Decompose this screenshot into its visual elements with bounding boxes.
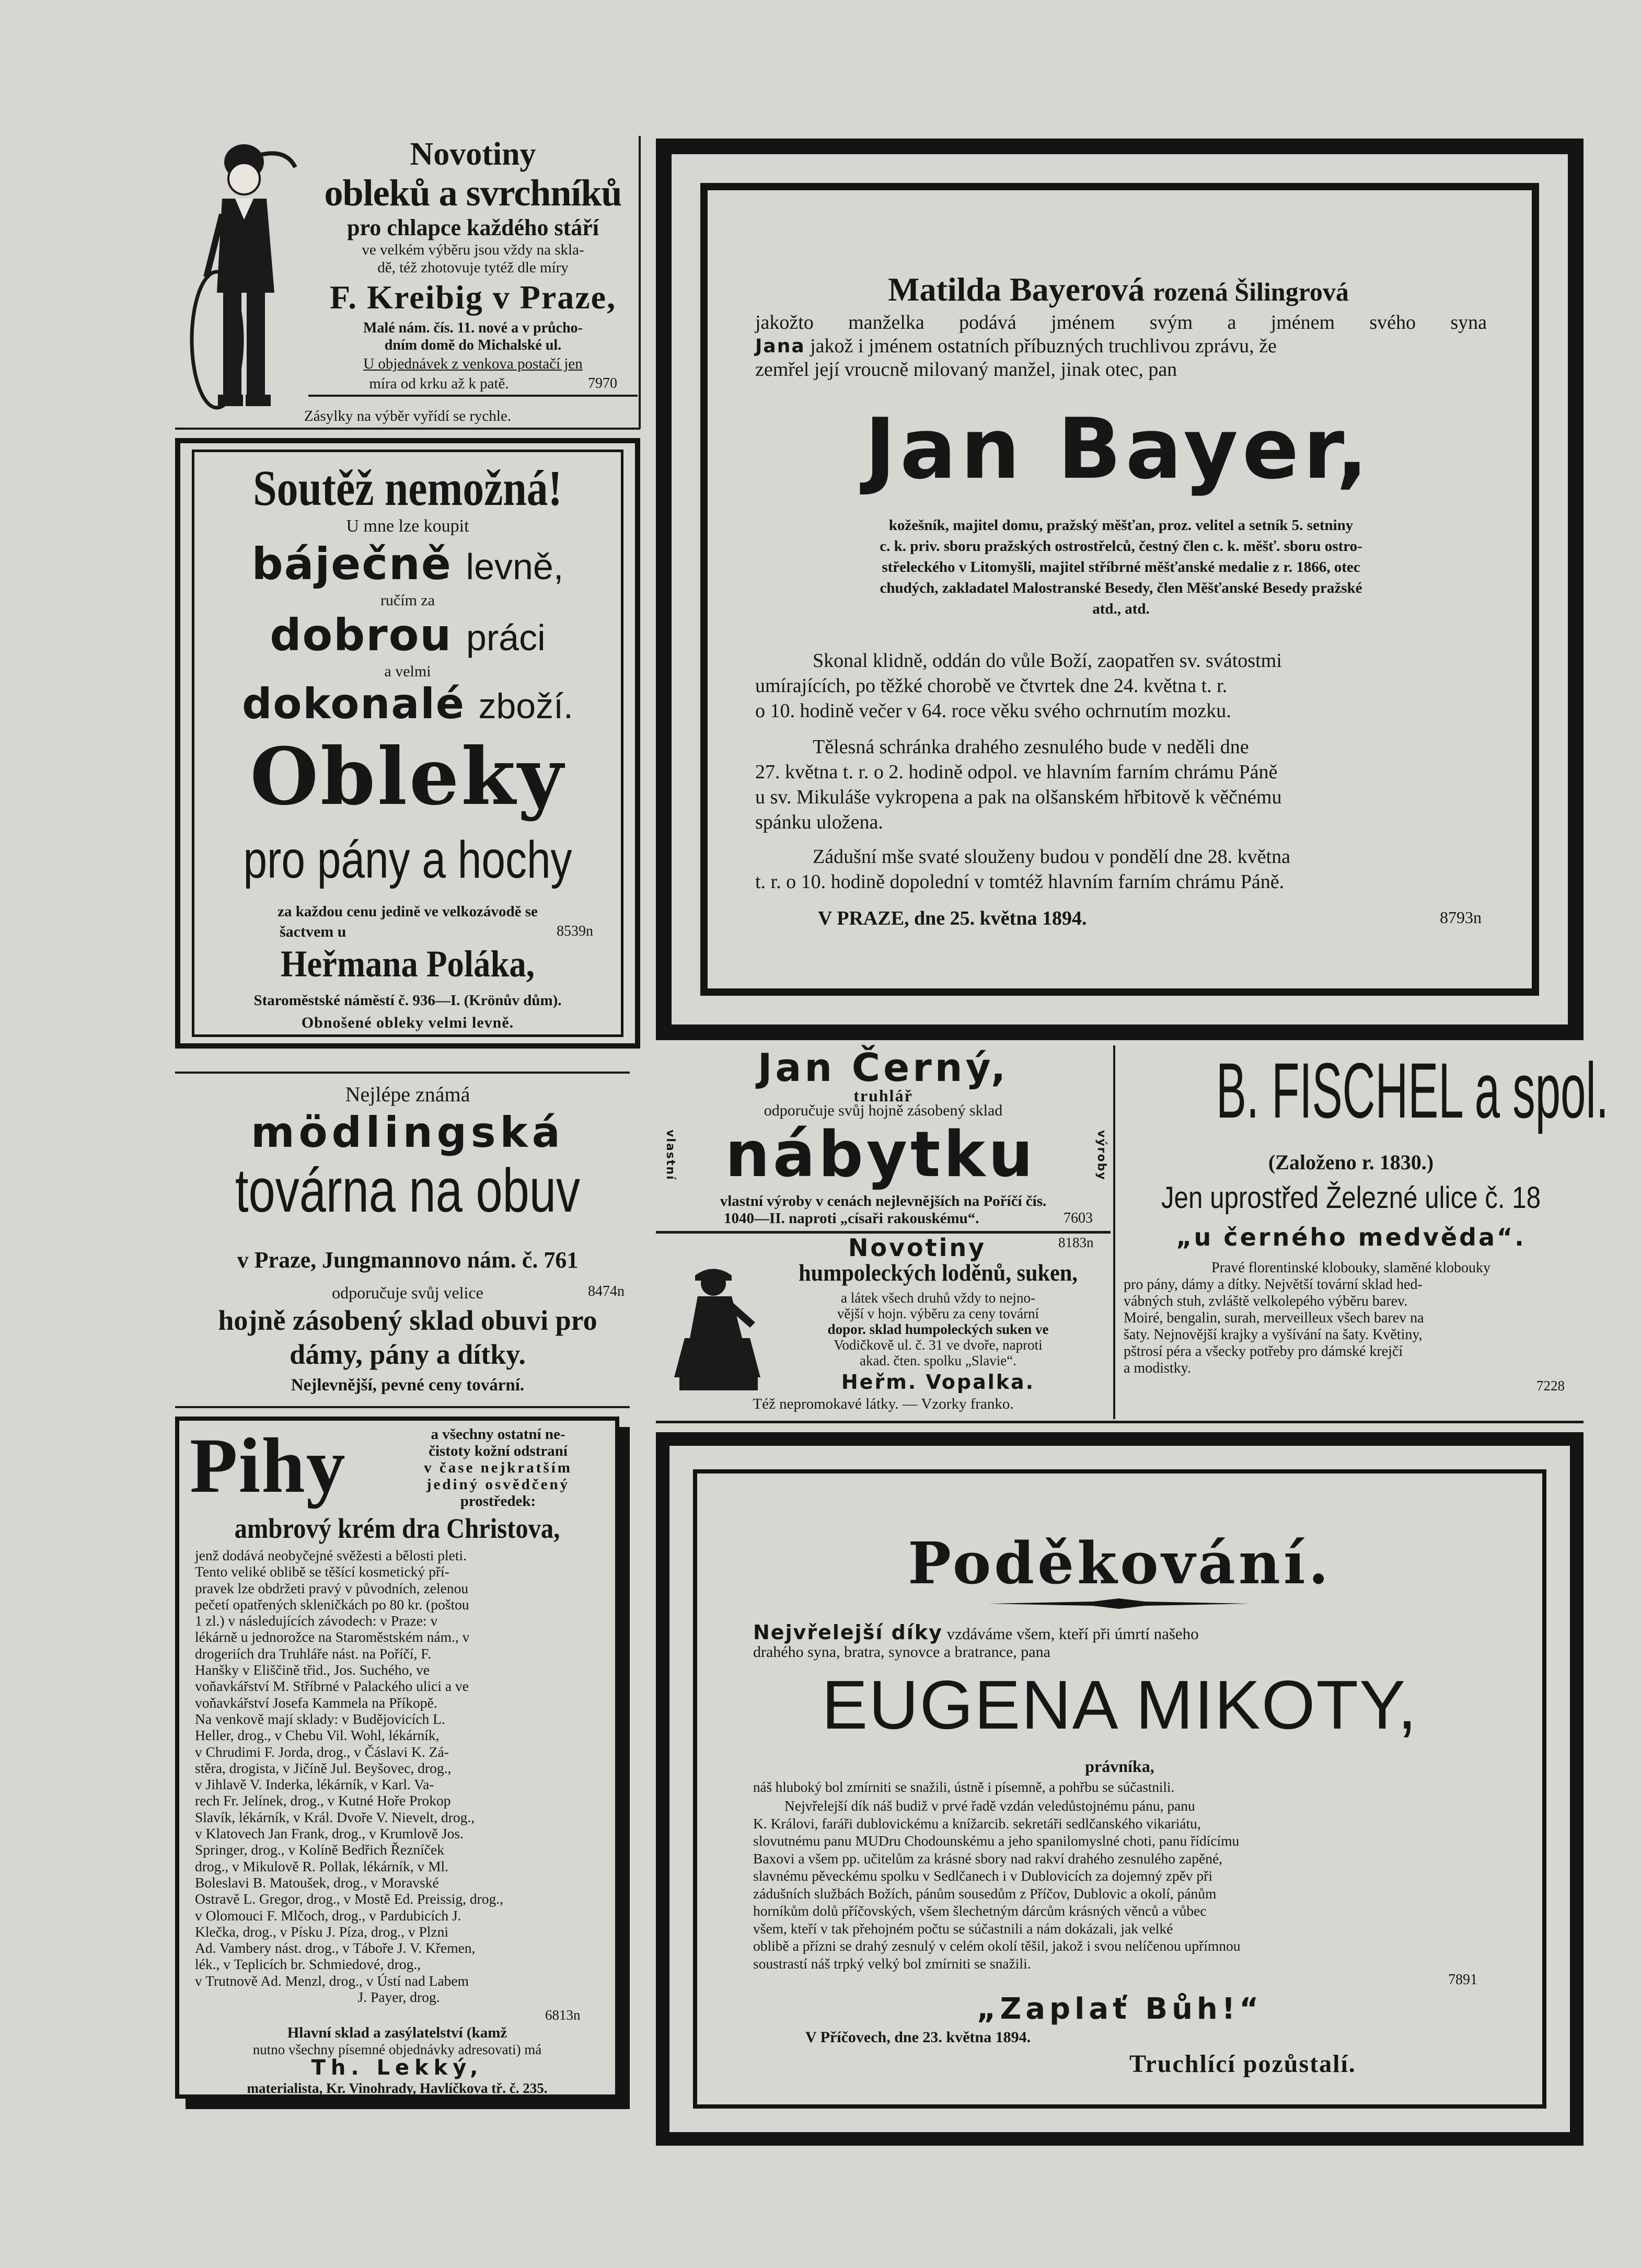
obit-p2-0: Tělesná schránka drahého zesnulého bude v neděli dne bbox=[813, 736, 1249, 758]
soutez-l3: ručím za bbox=[380, 592, 435, 609]
modling-l7: dámy, pány a dítky. bbox=[290, 1339, 526, 1370]
cerny-l2: vlastní výroby v cenách nejlevnějších na Poříčí čís. bbox=[720, 1193, 1047, 1210]
soutez-dobrou: dobrou bbox=[270, 609, 453, 661]
soutez-l2 bbox=[180, 538, 635, 590]
thanks-notice bbox=[656, 1432, 1584, 2146]
ad-novotiny bbox=[175, 125, 640, 429]
modling-l3: továrna na obuv bbox=[235, 1156, 581, 1225]
vopalka-sub: humpoleckých loděnů, suken, bbox=[799, 1259, 1078, 1286]
soutez-foot: Obnošené obleky velmi levně. bbox=[301, 1014, 514, 1031]
thanks-body-6: horníkům dolů příčovských, všem šlechetným dárcům krásných věnců a vůbec bbox=[753, 1903, 1207, 1919]
obit-title-1: c. k. priv. sboru pražských ostrostřelců, čestný člen c. k. měšť. sboru ostro- bbox=[880, 538, 1362, 555]
pihy-body-22: v Olomouci F. Mlčoch, drog., v Pardubicích J. bbox=[195, 1907, 461, 1924]
pihy-title: ambrový krém dra Christova, bbox=[234, 1513, 560, 1544]
modling-l1: Nejlépe známá bbox=[345, 1083, 470, 1106]
obit-l3 bbox=[755, 335, 1487, 358]
obit-l1 bbox=[711, 270, 1526, 309]
soutez-praci: práci bbox=[466, 617, 546, 658]
obit-name: Jan Bayer, bbox=[864, 400, 1372, 498]
soutez-l7: za každou cenu jedině ve velkozávodě se bbox=[278, 903, 538, 920]
pihy-body-27: J. Payer, drog. bbox=[357, 1989, 440, 2006]
obit-titles bbox=[755, 515, 1487, 619]
obit-title-0: kožešník, majitel domu, pražský měšťan, proz. velitel a setník 5. setniny bbox=[888, 517, 1354, 534]
thanks-l2: drahého syna, bratra, synovce a bratrance, pana bbox=[753, 1643, 1050, 1661]
obit-p1-2: o 10. hodině večer v 64. roce věku svého ochrnutím mozku. bbox=[755, 700, 1231, 722]
fischel-body bbox=[1124, 1260, 1578, 1377]
soutez-l1: U mne lze koupit bbox=[346, 516, 469, 536]
soutez-code: 8539n bbox=[557, 923, 593, 939]
fischel-est: (Založeno r. 1830.) bbox=[1268, 1150, 1434, 1174]
obit-p1-0: Skonal klidně, oddán do vůle Boží, zaopatřen sv. svátostmi bbox=[813, 650, 1282, 672]
obit-p2-2: u sv. Mikuláše vykropena a pak na olšanském hřbitově k věčnému bbox=[755, 786, 1282, 808]
soutez-levne: levně, bbox=[466, 546, 564, 587]
pihy-side-4: prostředek: bbox=[460, 1493, 536, 1510]
thanks-title: Poděkování. bbox=[908, 1529, 1332, 1597]
pihy-side bbox=[388, 1426, 608, 1510]
thanks-body-2: slovutnému panu MUDru Chodounskému a jeho spanilomyslné choti, panu řídícímu bbox=[753, 1833, 1240, 1849]
thanks-body-8: oblibě a přízni se drahý zesnulý v celém okolí těšil, jakož i svou nelíčenou upřímnou bbox=[753, 1938, 1241, 1954]
modling-l6: hojně zásobený sklad obuvi pro bbox=[218, 1305, 597, 1336]
fischel-body-2: vábných stuh, zvláště velkolepého výběru barev. bbox=[1124, 1293, 1408, 1309]
ad-pihy bbox=[175, 1417, 619, 2099]
cerny-side-right: výroby bbox=[1095, 1130, 1108, 1181]
pihy-body-16: Slavík, lékárník, v Král. Dvoře V. Nievelt, drog., bbox=[195, 1809, 475, 1825]
soutez-l4 bbox=[180, 609, 635, 661]
thanks-l1a: Nejvřelejší díky bbox=[753, 1621, 943, 1644]
novotiny-addr4: míra od krku až k patě. bbox=[369, 375, 509, 392]
pihy-side-3: jediný osvědčený bbox=[426, 1476, 570, 1493]
obit-title-2: střeleckého v Litomyšli, majitel stříbrné měšťanské medalie z r. 1866, otec bbox=[882, 559, 1360, 575]
pihy-body-18: Springer, drog., v Kolíně Bedřich Řezníček bbox=[195, 1841, 444, 1858]
pihy-body-8: voňavkářství M. Stříbrné v Palackého ulici a ve bbox=[195, 1678, 469, 1695]
pihy-foot4: materialista, Kr. Vinohrady, Havlíčkova tř. č. 235. bbox=[247, 2080, 548, 2096]
woman-seated-illustration bbox=[664, 1265, 768, 1396]
ad-vopalka bbox=[656, 1234, 1111, 1414]
fischel-name: B. FISCHEL a spol. bbox=[1216, 1046, 1609, 1134]
novotiny-line3: dě, též zhotovuje tytéž dle míry bbox=[377, 259, 569, 276]
thanks-name: EUGENA MIKOTY, bbox=[822, 1666, 1418, 1743]
pihy-body-4: 1 zl.) v následujících závodech: v Praze: v bbox=[195, 1613, 438, 1629]
soutez-l8: šactvem u bbox=[280, 923, 346, 940]
pihy-body-6: drogeriích dra Truhláře nást. na Poříčí, F. bbox=[195, 1645, 432, 1662]
thanks-date: V Příčovech, dne 23. května 1894. bbox=[805, 2029, 1031, 2046]
obit-p2 bbox=[755, 734, 1487, 835]
pihy-foot3: Th. Lekký, bbox=[311, 2056, 483, 2080]
thanks-body-9: soustrastí náš trpký velký bol zmírniti se snažili. bbox=[753, 1955, 1031, 1972]
column-divider bbox=[639, 136, 641, 429]
pihy-body-17: v Klatovech Jan Frank, drog., v Krumlově Jos. bbox=[195, 1825, 464, 1842]
obit-nee: rozená Šilingrová bbox=[1153, 277, 1349, 306]
soutez-l5: a velmi bbox=[384, 663, 431, 680]
obit-p3-0: Zádušní mše svaté slouženy budou v pondělí dne 28. května bbox=[813, 846, 1290, 868]
vopalka-body-1: vější v hojn. výběru za ceny tovární bbox=[837, 1306, 1039, 1321]
pihy-body-23: Klečka, drog., v Písku J. Píza, drog., v Plzni bbox=[195, 1923, 449, 1940]
thanks-motto: „Zaplať Bůh!“ bbox=[976, 1992, 1263, 2026]
vopalka-foot: Též nepromokavé látky. — Vzorky franko. bbox=[753, 1396, 1014, 1412]
obit-p1-1: umírajících, po těžké chorobě ve čtvrtek dne 24. května t. r. bbox=[755, 675, 1228, 697]
pihy-body-7: Hanšky v Eliščině třid., Jos. Suchého, ve bbox=[195, 1662, 430, 1678]
obit-jana: Jana bbox=[755, 336, 805, 357]
thanks-l1b: vzdáváme všem, kteří při úmrtí našeho bbox=[946, 1625, 1199, 1643]
pihy-foot1: Hlavní sklad a zasýlatelství (kamž bbox=[287, 2024, 507, 2041]
obit-p3 bbox=[755, 844, 1487, 894]
soutez-sub: pro pány a hochy bbox=[243, 831, 572, 889]
pihy-body-12: v Chrudimi F. Jorda, drog., v Čáslavi K. Zá- bbox=[195, 1743, 449, 1760]
thanks-body-1: K. Královi, faráři dublovickému a knížarcib. sekretáři sedlčanského vikariátu, bbox=[753, 1815, 1201, 1832]
pihy-side-1: čistoty kožní odstraní bbox=[429, 1443, 568, 1459]
vopalka-code: 8183n bbox=[1058, 1235, 1094, 1250]
pihy-body-11: Heller, drog., v Chebu Vil. Wohl, lékárník, bbox=[195, 1727, 440, 1744]
novotiny-footer: Zásylky na výběr vyřídí se rychle. bbox=[304, 408, 512, 424]
pihy-body-1: Tento veliké oblibě se těšící kosmetický pří- bbox=[195, 1563, 449, 1580]
thanks-sign: Truchlící pozůstalí. bbox=[1129, 2050, 1356, 2078]
thanks-role: právníka, bbox=[1085, 1757, 1154, 1776]
pihy-body-20: Boleslavi B. Matoušek, drog., v Moravské bbox=[195, 1874, 439, 1891]
fischel-l2: „u černého medvěda“. bbox=[1176, 1223, 1526, 1251]
thanks-l1 bbox=[753, 1621, 1495, 1644]
pihy-body-2: pravek lze obdržeti pravý v původních, zelenou bbox=[195, 1580, 469, 1596]
pihy-body-21: Ostravě L. Gregor, drog., v Mostě Ed. Preissig, drog., bbox=[195, 1891, 504, 1907]
novotiny-line1: pro chlapce každého stáří bbox=[347, 215, 599, 240]
obit-date: V PRAZE, dne 25. května 1894. bbox=[818, 907, 1087, 929]
fischel-body-0: Pravé florentinské klobouky, slaměné klobouky bbox=[1211, 1260, 1490, 1276]
fischel-code: 7228 bbox=[1536, 1378, 1565, 1394]
novotiny-addr2: dním domě do Michalské ul. bbox=[384, 337, 562, 353]
obit-p1 bbox=[755, 648, 1487, 723]
novotiny-code: 7970 bbox=[588, 375, 617, 392]
thanks-l3: náš hluboký bol zmírniti se snažili, ústně i písemně, a pohřbu se súčastnili. bbox=[753, 1779, 1175, 1795]
ad-fischel bbox=[1118, 1045, 1609, 1419]
fischel-body-3: Moiré, bengalin, surah, merveilleux všech barev na bbox=[1124, 1310, 1424, 1326]
pihy-body-9: voňavkářství Josefa Kammela na Příkopě. bbox=[195, 1694, 437, 1711]
pihy-side-0: a všechny ostatní ne- bbox=[431, 1426, 565, 1443]
thanks-code: 7891 bbox=[1448, 1972, 1477, 1988]
obit-l4: zemřel její vroucně milovaný manžel, jinak otec, pan bbox=[755, 359, 1177, 381]
obit-p2-1: 27. května t. r. o 2. hodině odpol. ve hlavním farním chrámu Páně bbox=[755, 761, 1278, 783]
pihy-foot2: nutno všechny písemné objednávky adresovati) má bbox=[252, 2042, 542, 2057]
pihy-body-0: jenž dodává neobyčejné svěžesti a bělosti pleti. bbox=[195, 1547, 467, 1563]
vopalka-body bbox=[771, 1290, 1105, 1368]
pihy-body-13: stěra, drogista, v Jičíně Jul. Beyšovec, drog., bbox=[195, 1759, 452, 1776]
vopalka-body-4: akad. čten. spolku „Slavie“. bbox=[860, 1353, 1016, 1368]
obituary-notice bbox=[656, 139, 1584, 1040]
obit-p2-3: spánku uložena. bbox=[755, 811, 883, 833]
thanks-body-0: Nejvřelejší dík náš budiž v prvé řadě vzdán veledůstojnému pánu, panu bbox=[784, 1798, 1195, 1814]
cerny-big: nábytku bbox=[725, 1119, 1036, 1191]
obit-p3-1: t. r. o 10. hodině dopolední v tomtéž hlavním farním chrámu Páně. bbox=[755, 871, 1285, 893]
novotiny-addr3: U objednávek z venkova postačí jen bbox=[363, 355, 583, 372]
pihy-body-15: rech Fr. Jelínek, drog., v Kutné Hoře Prokop bbox=[195, 1792, 451, 1809]
cerny-side-left: vlastní bbox=[664, 1130, 677, 1181]
pihy-body-10: Na venkově mají sklady: v Budějovicích L. bbox=[195, 1710, 445, 1727]
obit-l3b: jakož i jménem ostatních příbuzných truchlivou zprávu, že bbox=[810, 335, 1277, 357]
pihy-big: Pihy bbox=[190, 1422, 346, 1509]
modling-l4: v Praze, Jungmannovo nám. č. 761 bbox=[237, 1247, 579, 1273]
pihy-body-24: Ad. Vambery nást. drog., v Táboře J. V. Křemen, bbox=[195, 1940, 476, 1956]
vopalka-title: Novotiny bbox=[848, 1234, 987, 1262]
novotiny-title: Novotiny bbox=[410, 136, 536, 172]
boy-with-hoop-illustration bbox=[186, 136, 306, 418]
ornament-rule bbox=[988, 1597, 1250, 1610]
soutez-l6 bbox=[180, 680, 635, 728]
pihy-body bbox=[195, 1547, 603, 2005]
ad-cerny bbox=[656, 1045, 1111, 1231]
soutez-addr: Staroměstské náměstí č. 936—I. (Krönův dům). bbox=[253, 992, 562, 1009]
fischel-body-5: pštrosí péra a všecky potřeby pro dámské krejčí bbox=[1124, 1343, 1403, 1360]
vopalka-name: Heřm. Vopalka. bbox=[841, 1371, 1035, 1394]
pihy-body-3: pečetí opatřených skleničkách po 80 kr. (poštou bbox=[195, 1596, 469, 1613]
thanks-body bbox=[753, 1797, 1495, 1972]
soutez-big: Obleky bbox=[250, 731, 565, 823]
soutez-name: Heřmana Poláka, bbox=[281, 943, 535, 985]
obit-title-3: chudých, zakladatel Malostranské Besedy, člen Měšťanské Besedy pražské bbox=[880, 580, 1362, 596]
pihy-body-5: lékárně u jednorožce na Staroměstském nám., v bbox=[195, 1629, 470, 1645]
pihy-body-25: lék., v Teplicích br. Schmiedové, drog., bbox=[195, 1956, 421, 1973]
thanks-body-5: zádušních službách Božích, pánům sousedům z Příčov, Dublovic a okolí, pánům bbox=[753, 1885, 1217, 1902]
novotiny-title2: obleků a svrchníků bbox=[324, 172, 622, 214]
vopalka-body-0: a látek všech druhů vždy to nejno- bbox=[841, 1290, 1035, 1306]
fischel-l1: Jen uprostřed Železné ulice č. 18 bbox=[1161, 1181, 1541, 1215]
vopalka-body-2: dopor. sklad humpoleckých suken ve bbox=[827, 1321, 1049, 1337]
vopalka-body-3: Vodičkově ul. č. 31 ve dvoře, naproti bbox=[834, 1337, 1043, 1353]
soutez-dokonale: dokonalé bbox=[242, 680, 465, 728]
fischel-body-6: a modistky. bbox=[1124, 1360, 1191, 1376]
pihy-side-2: v čase nejkratším bbox=[424, 1459, 572, 1476]
obit-title-4: atd., atd. bbox=[1092, 601, 1150, 617]
cerny-code: 7603 bbox=[1064, 1210, 1093, 1226]
thanks-body-4: slavnému pěveckému spolku v Sedlčanech i v Dublovicích za dojemný zpěv při bbox=[753, 1868, 1212, 1884]
modling-l5: odporučuje svůj velice bbox=[332, 1283, 483, 1302]
ad-modling bbox=[175, 1077, 640, 1401]
modling-code: 8474n bbox=[588, 1283, 625, 1299]
novotiny-addr1: Malé nám. čís. 11. nové a v průcho- bbox=[363, 320, 583, 336]
novotiny-firm: F. Kreibig v Praze, bbox=[329, 279, 617, 316]
pihy-body-19: drog., v Mikulově R. Pollak, lékárník, v Ml. bbox=[195, 1858, 449, 1874]
pihy-body-14: v Jihlavě V. Inderka, lékárník, v Karl. Va- bbox=[195, 1776, 434, 1793]
soutez-bajecne: báječně bbox=[251, 538, 452, 590]
modling-l8: Nejlevnější, pevné ceny tovární. bbox=[291, 1376, 525, 1395]
modling-l2: mödlingská bbox=[251, 1108, 564, 1157]
ad-soutez bbox=[175, 438, 640, 1049]
cerny-l3: 1040—II. naproti „císaři rakouskému“. bbox=[724, 1210, 979, 1227]
cerny-name: Jan Černý, bbox=[757, 1045, 1009, 1090]
novotiny-line2: ve velkém výběru jsou vždy na skla- bbox=[362, 241, 584, 258]
cerny-trade: truhlář bbox=[853, 1086, 913, 1105]
pihy-code: 6813n bbox=[545, 2007, 581, 2023]
soutez-zbozi: zboží. bbox=[478, 686, 573, 726]
fischel-body-4: šaty. Nejnovější krajky a vyšívání na šaty. Květiny, bbox=[1124, 1327, 1423, 1343]
obit-l2: jakožto manželka podává jménem svým a jménem svého syna bbox=[755, 312, 1487, 333]
cerny-l1: odporučuje svůj hojně zásobený sklad bbox=[764, 1102, 1003, 1119]
fischel-body-1: pro pány, dámy a dítky. Největší tovární sklad hed- bbox=[1124, 1276, 1423, 1293]
pihy-body-26: v Trutnově Ad. Menzl, drog., v Ústí nad Labem bbox=[195, 1972, 469, 1989]
thanks-body-7: všem, kteří v tak přehojném počtu se súčastnili a nám dokázali, jak velké bbox=[753, 1920, 1173, 1937]
soutez-title: Soutěž nemožná! bbox=[253, 460, 562, 516]
obit-matilda: Matilda Bayerová bbox=[888, 271, 1145, 308]
obit-code: 8793n bbox=[1440, 908, 1482, 927]
thanks-body-3: Baxovi a všem pp. učitelům za krásné sbory nad rakví drahého zesnulého zapěné, bbox=[753, 1850, 1223, 1867]
